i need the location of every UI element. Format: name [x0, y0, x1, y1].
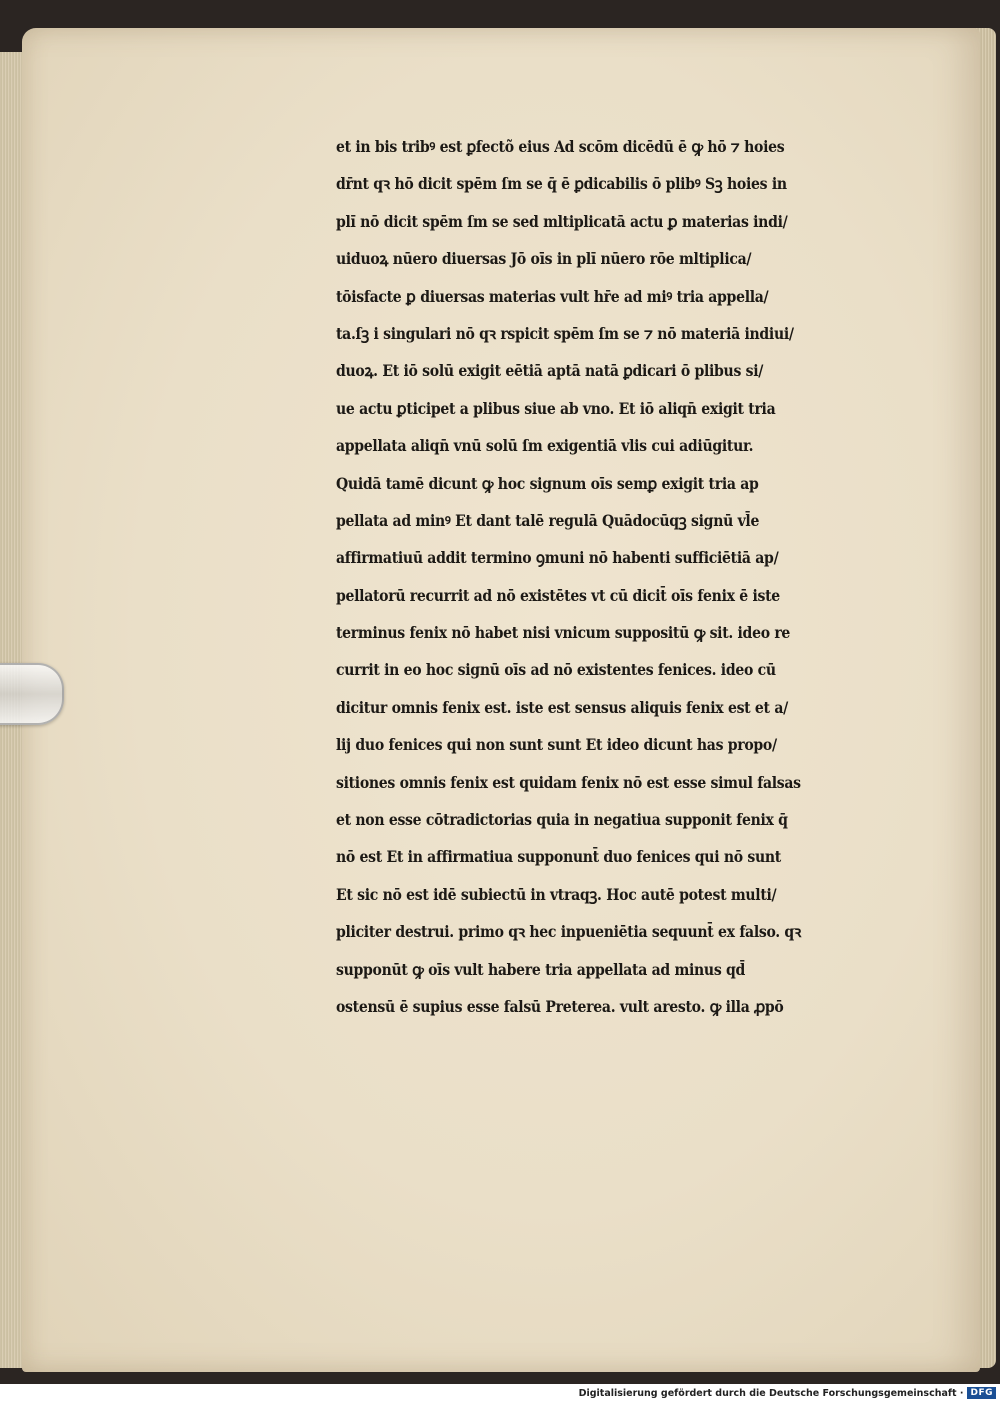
funding-credit: Digitalisierung gefördert durch die Deutsche Forschungsgemeinschaft ·: [578, 1387, 964, 1399]
text-line: currit in eo hoc signū oīs ad nō existentes fenices. ideo cū: [336, 660, 776, 680]
text-line: pliciter destrui. primo qꝛ hec inpueniētia sequunt̄ ex falso. qꝛ: [336, 922, 802, 942]
page-clip: [0, 663, 64, 725]
text-line: uiduoꝝ nūero diuersas Jō oīs in plı̄ nūero rōe mltiplica/: [336, 249, 752, 269]
text-line: pellatorū recurrit ad nō existētes vt cū dicit̄ oīs fenix ē iste: [336, 585, 780, 605]
text-line: sitiones omnis fenix est quidam fenix nō est esse simul falsas: [336, 772, 801, 792]
text-line: dr̄nt qꝛ hō dicit spēm ſm se q̄ ē ꝑdicabilis ō plibꝰ Sꝫ hoies in: [336, 174, 787, 194]
text-line: appellata aliqn̄ vnū solū ſm exigentiā vlis cui adiūgitur.: [336, 436, 754, 456]
text-line: pellata ad minꝰ Et dant talē regulā Quādocūqꝫ signū vl̄e: [336, 510, 760, 530]
text-line: supponūt ꝙ oīs vult habere tria appellata ad minus qd̄: [336, 959, 746, 979]
text-line: dicitur omnis fenix est. iste est sensus aliquis fenix est et a/: [336, 697, 788, 717]
footer-bar: [0, 1384, 1000, 1402]
dfg-logo-icon: DFG: [967, 1387, 996, 1399]
text-line: ostensū ē supius esse falsū Preterea. vult aresto. ꝙ illa ꝓpō: [336, 996, 784, 1016]
text-line: ta.ſꝫ i singulari nō qꝛ rspicit spēm ſm se ⁊ nō materiā indiui/: [336, 323, 794, 343]
text-line: ue actu ꝑticipet a plibus siue ab vno. Et iō aliqn̄ exigit tria: [336, 398, 776, 418]
text-line: plı̄ nō dicit spēm ſm se sed mltiplicatā actu ꝑ materias indi/: [336, 211, 788, 231]
text-line: nō est Et in affirmatiua supponunt̄ duo fenices qui nō sunt: [336, 847, 781, 867]
text-line: terminus fenix nō habet nisi vnicum suppositū ꝙ sit. ideo re: [336, 623, 791, 643]
text-line: et non esse cōtradictorias quia in negatiua supponit fenix q̄: [336, 810, 788, 830]
text-line: Et sic nō est idē subiectū in vtraqꝫ. Hoc autē potest multi/: [336, 884, 777, 904]
text-line: duoꝝ. Et iō solū exigit eētiā aptā natā ꝑdicari ō plibus si/: [336, 361, 764, 381]
text-line: Quidā tamē dicunt ꝙ hoc signum oīs semꝑ exigit tria ap: [336, 473, 759, 493]
text-block: [336, 128, 836, 1025]
text-line: tōisfacte ꝑ diuersas materias vult hr̄e ad miꝰ tria appella/: [336, 286, 769, 306]
text-line: lij duo fenices qui non sunt sunt Et ideo dicunt has propo/: [336, 735, 777, 755]
text-line: et in bis tribꝰ est ꝑfectõ eius Ad scōm dicēdū ē ꝙ hō ⁊ hoies: [336, 137, 785, 156]
text-line: affirmatiuū addit termino ꝯmuni nō habenti sufficiētiā ap/: [336, 548, 779, 568]
